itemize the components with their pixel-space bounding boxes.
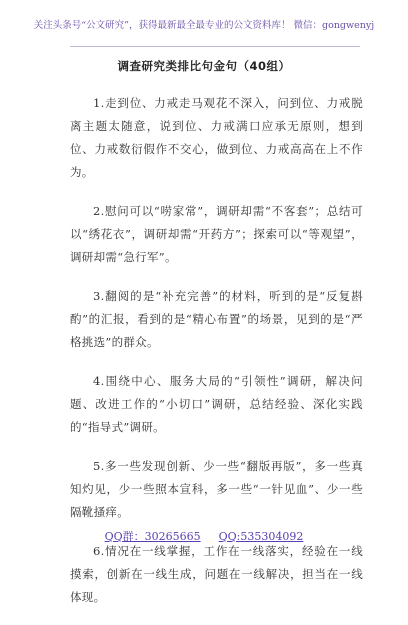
qq-group-link[interactable]: QQ群：30265665 [104,530,201,543]
paragraph-3: 3.翻阅的是“补充完善”的材料，听到的是“反复斟酌”的汇报，看到的是“精心布置”的场景，见到的是“严格挑选”的群众。 [70,289,363,349]
paragraph-6: 6.情况在一线掌握，工作在一线落实，经验在一线摸索，创新在一线生成，问题在一线解决，担当在一线体现。 [70,544,363,604]
header-divider [70,46,360,47]
document-body [70,92,363,625]
document-title: 调查研究类排比句金句（40组） [117,59,291,73]
footer-contacts [0,528,408,544]
qq-contact-link[interactable]: QQ:535304092 [218,530,304,543]
paragraph-2: 2.慰问可以“唠家常”，调研却需“不客套”；总结可以“绣花衣”，调研却需“开药方”；探索可以“等观望”，调研却需“急行军”。 [70,204,363,264]
paragraph-4: 4.围绕中心、服务大局的“引领性”调研，解决问题、改进工作的“小切口”调研，总结经验、深化实践的“指导式”调研。 [70,374,363,434]
paragraph-5: 5.多一些发现创新、少一些“翻版再版”，多一些真知灼见，少一些照本宣科，多一些“一针见血”、少一些隔靴搔痒。 [70,459,363,519]
paragraph-1: 1.走到位、力戒走马观花不深入，问到位、力戒脱离主题太随意，说到位、力戒满口应承无原则，想到位、力戒数衍假作不交心，做到位、力戒高高在上不作为。 [70,96,363,179]
header-notice: 关注头条号“公文研究”，获得最新最全最专业的公文资料库！ 微信：gongwenyj [33,20,375,31]
